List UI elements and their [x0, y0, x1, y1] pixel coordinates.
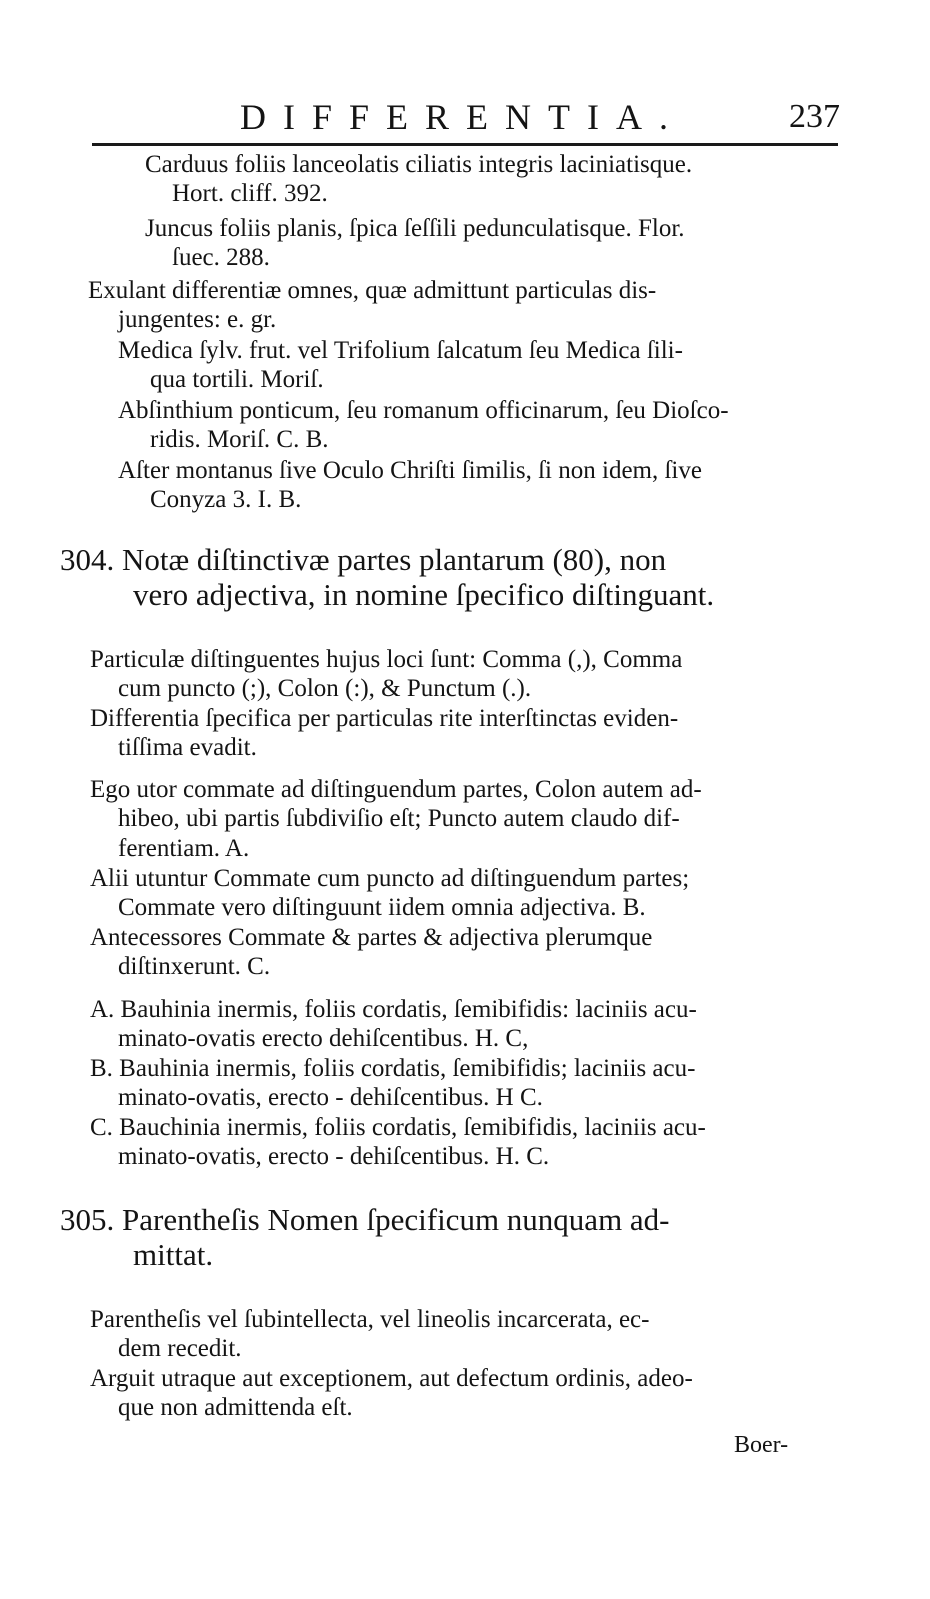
text-line: Arguit utraque aut exceptionem, aut defectum ordinis, adeo- [90, 1365, 693, 1392]
aphorism-304-line: 304. Notæ diſtinctivæ partes plantarum (80), non [60, 542, 667, 577]
text-line: Conyza 3. I. B. [150, 486, 302, 513]
page-number: 237 [789, 98, 840, 135]
running-title: DIFFERENTIA. [240, 97, 685, 137]
running-header [240, 96, 840, 138]
catchword: Boer- [734, 1432, 789, 1458]
text-line: B. Bauhinia inermis, foliis cordatis, ſemibifidis; laciniis acu- [90, 1055, 696, 1082]
text-line: ridis. Moriſ. C. B. [150, 426, 329, 453]
text-line: Alii utuntur Commate cum puncto ad diſtinguendum partes; [90, 865, 690, 892]
text-line: jungentes: e. gr. [118, 306, 277, 333]
text-line: A. Bauhinia inermis, foliis cordatis, ſemibifidis: laciniis acu- [90, 996, 697, 1023]
text-line: hibeo, ubi partis ſubdiviſio eſt; Puncto autem claudo dif- [118, 805, 680, 832]
text-line: ſuec. 288. [172, 244, 270, 271]
text-line: Hort. cliff. 392. [172, 180, 328, 207]
text-line: minato-ovatis erecto dehiſcentibus. H. C, [118, 1025, 529, 1052]
text-line: Particulæ diſtinguentes hujus loci ſunt: Comma (,), Comma [90, 646, 683, 673]
text-line: que non admittenda eſt. [118, 1394, 353, 1421]
text-line: Parentheſis vel ſubintellecta, vel lineolis incarcerata, ec- [90, 1306, 650, 1333]
text-line: Juncus foliis planis, ſpica ſeſſili pedunculatisque. Flor. [145, 215, 685, 242]
text-line: tiſſima evadit. [118, 734, 257, 761]
text-line: Abſinthium ponticum, ſeu romanum officinarum, ſeu Dioſco- [118, 397, 729, 424]
aphorism-305-line: 305. Parentheſis Nomen ſpecificum nunquam ad- [60, 1202, 670, 1237]
text-line: Ego utor commate ad diſtinguendum partes, Colon autem ad- [90, 776, 702, 803]
text-line: C. Bauchinia inermis, foliis cordatis, ſemibifidis, laciniis acu- [90, 1114, 706, 1141]
text-line: Commate vero diſtinguunt iidem omnia adjectiva. B. [118, 894, 646, 921]
text-line: minato-ovatis, erecto - dehiſcentibus. H C. [118, 1084, 543, 1111]
text-line: cum puncto (;), Colon (:), & Punctum (.). [118, 675, 532, 702]
text-line: Differentia ſpecifica per particulas rite interſtinctas eviden- [90, 705, 679, 732]
text-line: ferentiam. A. [118, 835, 250, 862]
text-line: Medica ſylv. frut. vel Trifolium ſalcatum ſeu Medica ſili- [118, 337, 683, 364]
text-line: dem recedit. [118, 1335, 242, 1362]
text-line: Carduus foliis lanceolatis ciliatis integris laciniatisque. [145, 151, 693, 178]
header-rule [92, 143, 838, 146]
text-line: minato-ovatis, erecto - dehiſcentibus. H. C. [118, 1143, 550, 1170]
text-line: Aſter montanus ſive Oculo Chriſti ſimilis, ſi non idem, ſive [118, 457, 702, 484]
text-line: Antecessores Commate & partes & adjectiva plerumque [90, 924, 653, 951]
text-line: qua tortili. Moriſ. [150, 366, 324, 393]
text-line: diſtinxerunt. C. [118, 953, 271, 980]
aphorism-304-line: vero adjectiva, in nomine ſpecifico diſtinguant. [133, 577, 715, 612]
text-line: Exulant differentiæ omnes, quæ admittunt particulas dis- [88, 277, 657, 304]
aphorism-305-line: mittat. [133, 1237, 214, 1272]
